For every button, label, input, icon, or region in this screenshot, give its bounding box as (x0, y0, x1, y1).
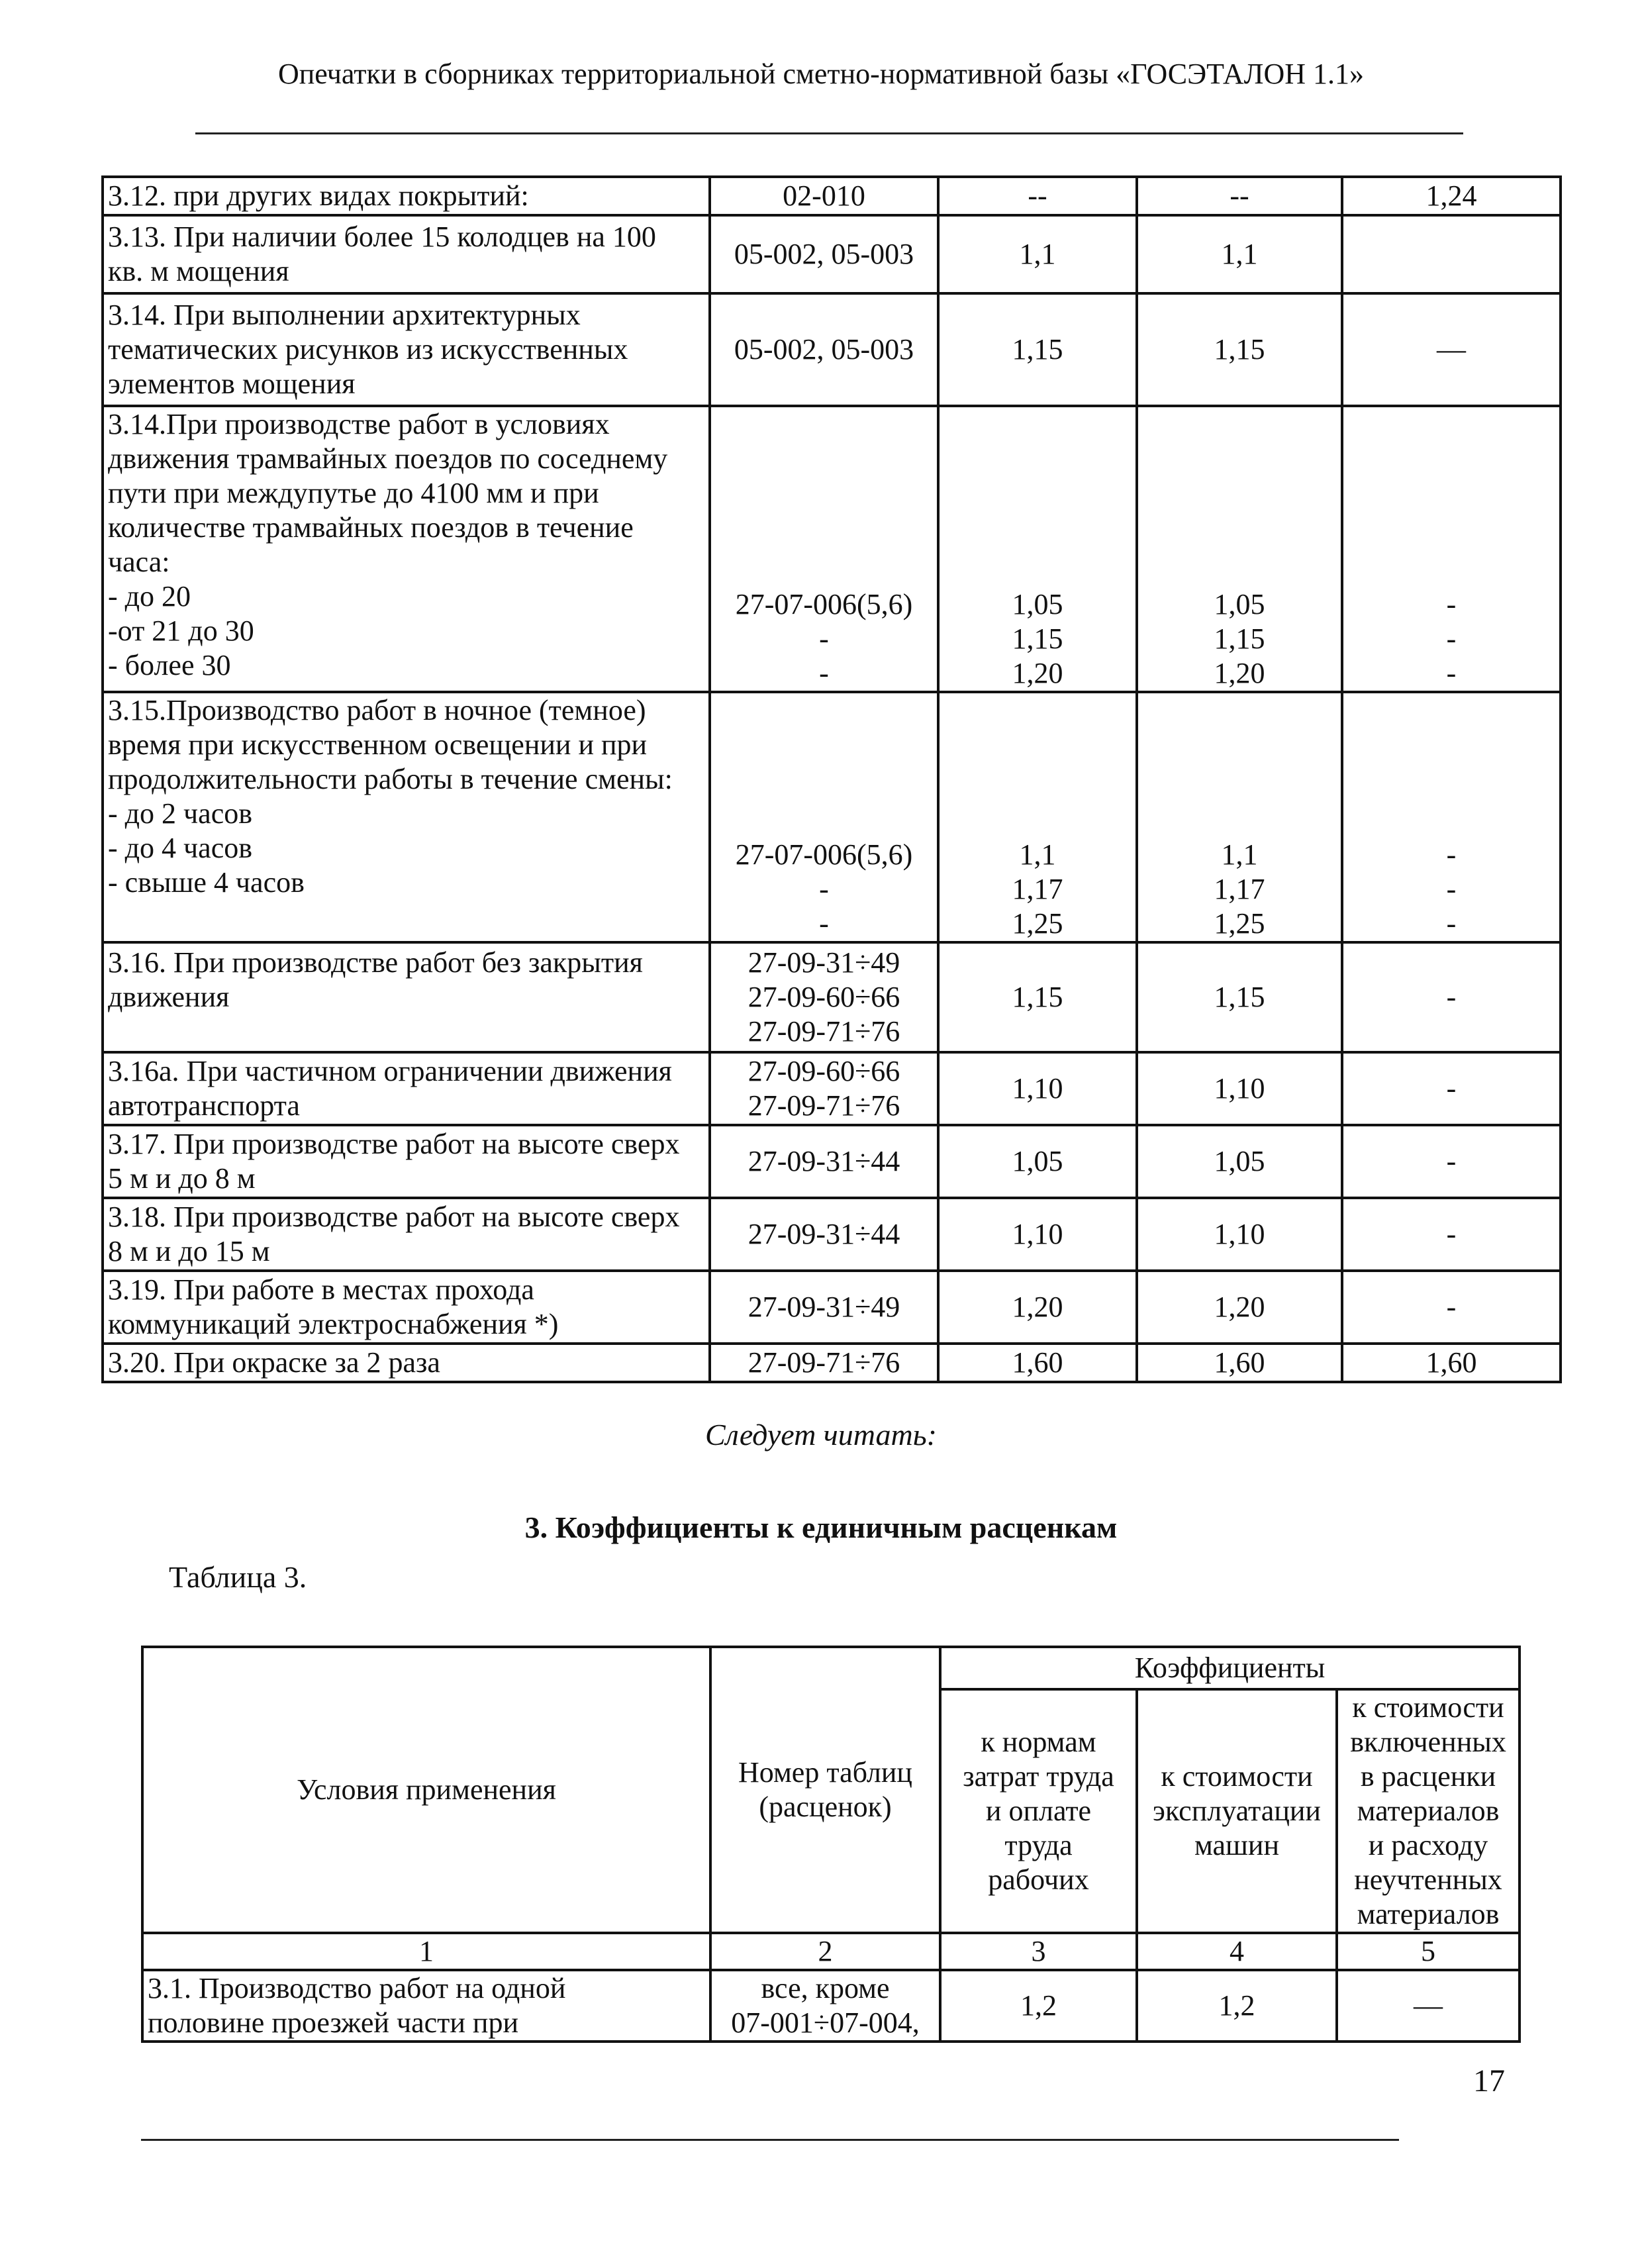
materials-cell (1342, 942, 1561, 1052)
text-line: 1,60 (1012, 1346, 1063, 1379)
machines-cell (1137, 293, 1342, 406)
text-line (108, 900, 704, 934)
labor-cell (938, 1125, 1137, 1198)
tables-cell (710, 942, 938, 1052)
text-line: 3.14.При производстве работ в условиях (108, 408, 610, 440)
header-materials (1337, 1689, 1520, 1933)
text-line: - (1446, 622, 1457, 655)
labor-cell (938, 293, 1137, 406)
text-line: 27-09-31÷49 (748, 1291, 900, 1323)
condition-cell (103, 293, 710, 406)
text-line: — (1437, 333, 1466, 366)
text-line: 1,15 (1214, 981, 1265, 1013)
footer-divider (141, 2139, 1399, 2141)
machines-cell (1137, 1052, 1342, 1125)
table-label: Таблица 3. (169, 1560, 307, 1594)
text-line: 1,17 (1214, 873, 1265, 905)
text-line: -- (1230, 179, 1249, 212)
text-line: время при искусственном освещении и при (108, 728, 648, 761)
materials-cell: — (1337, 1970, 1520, 2042)
text-line: - более 30 (108, 649, 231, 681)
machines-cell: 1,2 (1137, 1970, 1337, 2042)
labor-cell (938, 177, 1137, 215)
text-line: - свыше 4 часов (108, 866, 305, 899)
column-number: 2 (710, 1933, 940, 1970)
machines-cell (1137, 406, 1342, 692)
text-line: 1,10 (1214, 1072, 1265, 1105)
text-line: движения трамвайных поездов по соседнему (108, 442, 668, 475)
text-line: - (1446, 1145, 1457, 1177)
text-line: 27-09-71÷76 (748, 1346, 900, 1379)
materials-cell (1342, 1052, 1561, 1125)
text-line: 1,20 (1214, 657, 1265, 689)
condition-cell (103, 692, 710, 942)
text-line: 1,17 (1012, 873, 1063, 905)
text-line: включенных (1350, 1726, 1506, 1758)
text-line: - до 2 часов (108, 797, 253, 830)
column-number: 1 (142, 1933, 710, 1970)
machines-cell (1137, 1125, 1342, 1198)
text-line: 1,10 (1012, 1218, 1063, 1250)
machines-cell (1137, 1344, 1342, 1382)
text-line (1347, 237, 1555, 271)
condition-cell (103, 1052, 710, 1125)
text-line: - до 20 (108, 580, 191, 613)
text-line: 05-002, 05-003 (734, 238, 914, 270)
text-line: 1,20 (1012, 657, 1063, 689)
table-row (142, 1970, 1520, 2042)
text-line: в расценки (1360, 1760, 1496, 1793)
machines-cell (1137, 215, 1342, 293)
tables-cell (710, 1125, 938, 1198)
text-line: к стоимости (1352, 1691, 1504, 1724)
text-line: 1,20 (1214, 1291, 1265, 1323)
text-line: часа: (108, 546, 170, 578)
text-line: 1,25 (1214, 907, 1265, 940)
text-line: тематических рисунков из искусственных (108, 333, 628, 366)
tables-cell (710, 1052, 938, 1125)
table-row (103, 1198, 1561, 1271)
text-line: - (1446, 1291, 1457, 1323)
materials-cell (1342, 215, 1561, 293)
text-line: 27-09-31÷44 (748, 1218, 900, 1250)
condition-cell (103, 1198, 710, 1271)
labor-cell: 1,2 (940, 1970, 1137, 2042)
text-line (108, 1014, 704, 1049)
text-line: 27-09-31÷44 (748, 1145, 900, 1177)
tables-cell (710, 1970, 940, 2042)
text-line: 3.15.Производство работ в ночное (темное) (108, 694, 646, 726)
text-line: 1,1 (1019, 238, 1056, 270)
tables-cell (710, 1198, 938, 1271)
tables-cell (710, 1344, 938, 1382)
text-line: 27-09-60÷66 (748, 981, 900, 1013)
text-line: 27-07-006(5,6) (735, 588, 913, 620)
materials-cell (1342, 1198, 1561, 1271)
text-line: 1,10 (1012, 1072, 1063, 1105)
text-line: - (1446, 981, 1457, 1013)
text-line: 3.14. При выполнении архитектурных (108, 299, 581, 331)
text-line: 02-010 (783, 179, 865, 212)
tables-cell (710, 177, 938, 215)
table-row (103, 293, 1561, 406)
text-line: 3.17. При производстве работ на высоте сверх (108, 1128, 680, 1160)
text-line: 1,10 (1214, 1218, 1265, 1250)
text-line: - (1446, 907, 1457, 940)
text-line: продолжительности работы в течение смены: (108, 763, 673, 795)
text-line: 3.20. При окраске за 2 раза (108, 1346, 440, 1379)
text-line: 3.16. При производстве работ без закрытия (108, 946, 643, 979)
text-line: - (819, 657, 829, 689)
text-line: к нормам (981, 1726, 1096, 1758)
condition-cell (103, 942, 710, 1052)
condition-cell (103, 406, 710, 692)
text-line: - (1446, 588, 1457, 620)
labor-cell (938, 942, 1137, 1052)
tables-cell (710, 293, 938, 406)
materials-cell (1342, 1125, 1561, 1198)
text-line: 3.12. при других видах покрытий: (108, 179, 529, 212)
text-line: 27-09-60÷66 (748, 1055, 900, 1087)
tables-cell (710, 692, 938, 942)
read-as-note: Следует читать: (705, 1418, 937, 1452)
table-row (103, 406, 1561, 692)
text-line: 1,1 (1221, 238, 1258, 270)
text-line: 05-002, 05-003 (734, 333, 914, 366)
text-line: 1,60 (1214, 1346, 1265, 1379)
header-machines (1137, 1689, 1337, 1933)
text-line: - (1446, 1218, 1457, 1250)
table-row (103, 215, 1561, 293)
table-row (103, 177, 1561, 215)
text-line: 27-07-006(5,6) (735, 838, 913, 871)
text-line: автотранспорта (108, 1089, 300, 1122)
erratum-table (101, 175, 1562, 1383)
labor-cell (938, 692, 1137, 942)
machines-cell (1137, 942, 1342, 1052)
text-line: 1,15 (1214, 333, 1265, 366)
text-line: затрат труда (963, 1760, 1114, 1793)
text-line: 1,05 (1012, 1145, 1063, 1177)
tables-cell (710, 1271, 938, 1344)
labor-cell (938, 1052, 1137, 1125)
machines-cell (1137, 1271, 1342, 1344)
tables-cell (710, 406, 938, 692)
text-line: 1,1 (1019, 838, 1056, 871)
text-line: половине проезжей части при (148, 2006, 519, 2039)
text-line: - до 4 часов (108, 832, 253, 864)
text-line: 1,20 (1012, 1291, 1063, 1323)
text-line: Номер таблиц (738, 1756, 912, 1789)
section-title: 3. Коэффициенты к единичным расценкам (524, 1510, 1118, 1544)
condition-cell (103, 215, 710, 293)
header-coefficients: Коэффициенты (940, 1647, 1520, 1689)
text-line: 1,24 (1425, 179, 1477, 212)
tables-cell (710, 215, 938, 293)
condition-cell (103, 1344, 710, 1382)
table-row (103, 1344, 1561, 1382)
text-line: - (819, 907, 829, 940)
labor-cell (938, 1344, 1137, 1382)
text-line: - (819, 622, 829, 655)
text-line: 1,05 (1214, 588, 1265, 620)
text-line: неучтенных (1354, 1863, 1502, 1896)
text-line: 8 м и до 15 м (108, 1235, 270, 1267)
materials-cell (1342, 1344, 1561, 1382)
labor-cell (938, 1198, 1137, 1271)
text-line: 1,25 (1012, 907, 1063, 940)
header-tables (710, 1647, 940, 1933)
text-line: и оплате (985, 1795, 1092, 1827)
text-line: - (819, 873, 829, 905)
materials-cell (1342, 692, 1561, 942)
text-line: - (1446, 838, 1457, 871)
materials-cell (1342, 406, 1561, 692)
text-line: 27-09-31÷49 (748, 946, 900, 979)
text-line: 3.13. При наличии более 15 колодцев на 100 (108, 221, 656, 253)
text-line: движения (108, 981, 230, 1013)
text-line: 1,05 (1012, 588, 1063, 620)
text-line: -от 21 до 30 (108, 615, 254, 647)
text-line: -- (1028, 179, 1047, 212)
text-line: - (1446, 657, 1457, 689)
text-line: 1,1 (1221, 838, 1258, 871)
table-row (103, 1125, 1561, 1198)
condition-cell (103, 1271, 710, 1344)
text-line: 1,60 (1425, 1346, 1477, 1379)
labor-cell (938, 1271, 1137, 1344)
column-number: 4 (1137, 1933, 1337, 1970)
text-line: (расценок) (759, 1791, 892, 1823)
materials-cell (1342, 293, 1561, 406)
text-line: кв. м мощения (108, 255, 289, 287)
text-line: все, кроме (761, 1972, 890, 2004)
page-number: 17 (1473, 2063, 1505, 2098)
text-line: эксплуатации (1153, 1795, 1321, 1827)
text-line: материалов (1357, 1795, 1500, 1827)
text-line: - (1446, 1072, 1457, 1105)
text-line: 3.19. При работе в местах прохода (108, 1273, 534, 1306)
table-row (103, 1052, 1561, 1125)
coefficients-table (141, 1646, 1521, 2043)
page-header: Опечатки в сборниках территориальной сметно-нормативной базы «ГОСЭТАЛОН 1.1» (277, 58, 1365, 90)
machines-cell (1137, 1198, 1342, 1271)
text-line: труда (1004, 1829, 1073, 1861)
labor-cell (938, 215, 1137, 293)
materials-cell (1342, 1271, 1561, 1344)
header-condition: Условия применения (142, 1647, 710, 1933)
table-row (103, 1271, 1561, 1344)
table-row (103, 692, 1561, 942)
condition-cell (103, 1125, 710, 1198)
text-line: 07-001÷07-004, (731, 2006, 920, 2039)
text-line: машин (1194, 1829, 1280, 1861)
text-line: материалов (1357, 1898, 1500, 1930)
text-line: коммуникаций электроснабжения *) (108, 1308, 559, 1340)
text-line: 27-09-71÷76 (748, 1015, 900, 1048)
text-line: 3.16а. При частичном ограничении движения (108, 1055, 672, 1087)
column-number: 3 (940, 1933, 1137, 1970)
machines-cell (1137, 692, 1342, 942)
text-line: 1,15 (1012, 333, 1063, 366)
text-line: 1,05 (1214, 1145, 1265, 1177)
condition-cell (103, 177, 710, 215)
text-line: 1,15 (1012, 981, 1063, 1013)
condition-cell (142, 1970, 710, 2042)
text-line: 3.18. При производстве работ на высоте сверх (108, 1201, 680, 1233)
text-line: 3.1. Производство работ на одной (148, 1972, 566, 2004)
text-line: рабочих (988, 1863, 1089, 1896)
text-line: 1,15 (1214, 622, 1265, 655)
header-labor (940, 1689, 1137, 1933)
text-line: количестве трамвайных поездов в течение (108, 511, 634, 544)
table-row (103, 942, 1561, 1052)
text-line: 27-09-71÷76 (748, 1089, 900, 1122)
column-number: 5 (1337, 1933, 1520, 1970)
text-line: 1,15 (1012, 622, 1063, 655)
text-line: 5 м и до 8 м (108, 1162, 256, 1195)
text-line: и расходу (1368, 1829, 1488, 1861)
text-line: элементов мощения (108, 368, 356, 400)
text-line: - (1446, 873, 1457, 905)
materials-cell (1342, 177, 1561, 215)
labor-cell (938, 406, 1137, 692)
machines-cell (1137, 177, 1342, 215)
text-line: пути при междупутье до 4100 мм и при (108, 477, 599, 509)
text-line: к стоимости (1161, 1760, 1313, 1793)
header-divider (195, 132, 1463, 134)
